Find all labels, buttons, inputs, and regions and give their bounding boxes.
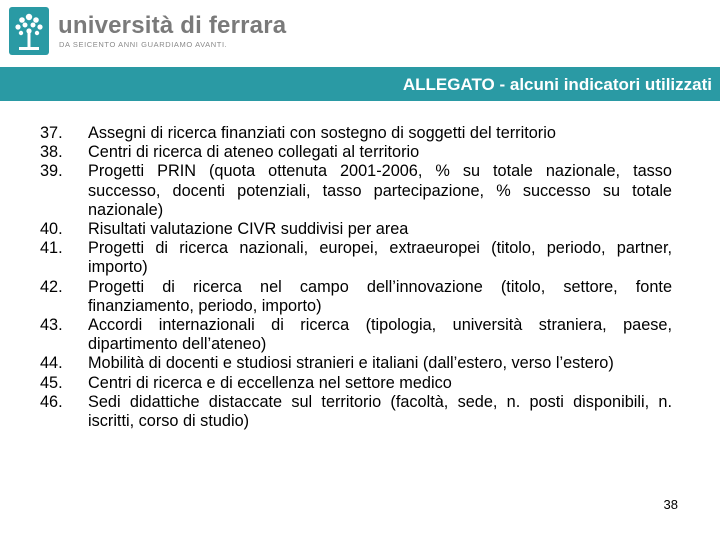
item-number: 42.: [40, 277, 63, 296]
item-text: Risultati valutazione CIVR suddivisi per area: [88, 220, 409, 239]
item-text: Centri di ricerca e di eccellenza nel settore medico: [88, 373, 452, 392]
item-text: Sedi didattiche distaccate sul territorio (facoltà, sede, n. posti disponibili, n. iscritti, corso di studio): [88, 392, 672, 431]
item-number: 37.: [40, 124, 63, 142]
page-number: 38: [663, 497, 678, 512]
list-item: [40, 239, 672, 277]
item-number: 40.: [40, 220, 63, 239]
item-text: Centri di ricerca di ateneo collegati al territorio: [88, 143, 420, 162]
item-number: 39.: [40, 162, 63, 181]
list-item: [40, 374, 672, 393]
item-number: 45.: [40, 373, 63, 392]
list-item: [40, 124, 672, 143]
item-text: Mobilità di docenti e studiosi stranieri e italiani (dall’estero, verso l’estero): [88, 354, 614, 373]
item-text: Accordi internazionali di ricerca (tipologia, università straniera, paese, dipartimento dell’ateneo): [88, 316, 672, 354]
item-text: Progetti di ricerca nazionali, europei, extraeuropei (titolo, periodo, partner, importo): [88, 239, 672, 277]
title-banner: [0, 67, 720, 101]
brand-name: università di ferrara: [58, 12, 287, 39]
slide-title: ALLEGATO - alcuni indicatori utilizzati: [402, 75, 712, 94]
item-number: 43.: [40, 316, 63, 335]
list-item: [40, 220, 672, 239]
item-number: 41.: [40, 239, 63, 258]
item-text: Progetti PRIN (quota ottenuta 2001-2006, % su totale nazionale, tasso successo, docenti potenziali, tasso partecipazione, % successo su totale nazionale): [88, 162, 672, 219]
tree-logo-icon: [8, 6, 50, 56]
item-number: 44.: [40, 354, 63, 373]
list-item: [40, 278, 672, 316]
item-text: Progetti di ricerca nel campo dell’innovazione (titolo, settore, fonte finanziamento, periodo, importo): [88, 277, 672, 315]
indicator-list: [40, 124, 672, 431]
list-item: [40, 316, 672, 354]
list-item: [40, 393, 672, 431]
header: [0, 0, 720, 66]
list-item: [40, 162, 672, 220]
list-item: [40, 354, 672, 373]
item-number: 38.: [40, 143, 63, 162]
item-text: Assegni di ricerca finanziati con sostegno di soggetti del territorio: [88, 124, 556, 142]
list-item: [40, 143, 672, 162]
brand-tagline: DA SEICENTO ANNI GUARDIAMO AVANTI.: [59, 40, 228, 49]
item-number: 46.: [40, 392, 63, 411]
